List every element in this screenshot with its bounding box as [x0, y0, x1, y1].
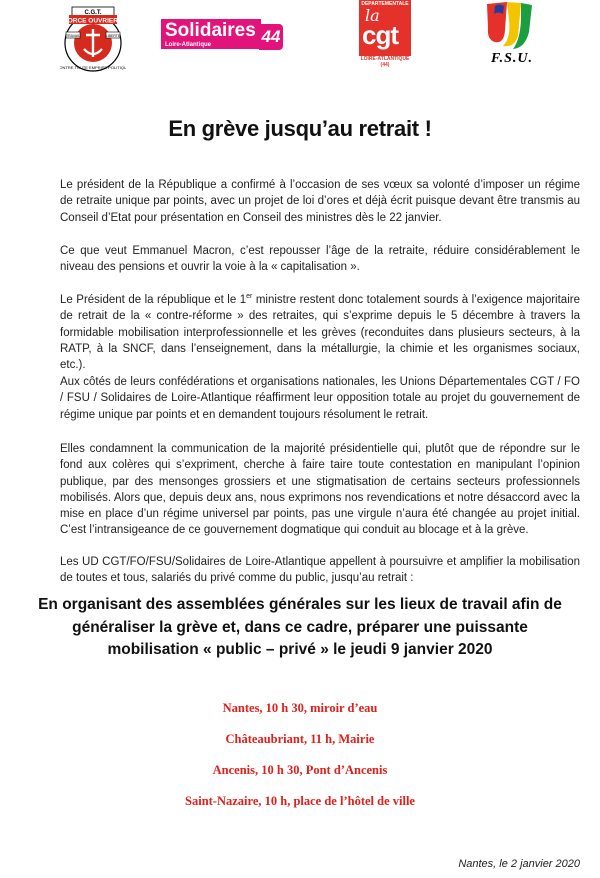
fo-ring-text: CONTRE TOUTE EMPRISE POLITIQUE — [60, 65, 126, 70]
cgt-logo — [359, 0, 411, 68]
fo-logo — [60, 5, 126, 73]
paragraph — [60, 292, 580, 373]
solidaires-sub: Loire-Atlantique — [165, 42, 211, 48]
fsu-logo — [482, 0, 542, 72]
rally-item: Saint-Nazaire, 10 h, place de l’hôtel de ville — [185, 794, 415, 808]
paragraph: Ce que veut Emmanuel Macron, c’est repousser l’âge de la retraite, réduire considérablement le niveau des pensions et ouvrir la voie à la « capitalisation ». — [60, 245, 580, 274]
date-signature: Nantes, le 2 janvier 2020 — [458, 858, 580, 870]
paragraph-text: ministre restent donc totalement sourds à l’exigence majoritaire de retrait de la « contre-réforme » des retraites, qui s’exprime depuis le 5 décembre à travers la formidable mobilisation interprofessionnelle et les grèves (reconduites dans plusieurs secteurs, à la RATP, à la SNCF, dans l’enseignement, dans la métallurgie, la chimie et les organismes sociaux, etc.). — [60, 294, 580, 372]
fo-top-text: C.G.T. — [84, 10, 102, 16]
cgt-region-text: LOIRE-ATLANTIQUE (44) — [360, 56, 410, 68]
logo-bar — [0, 0, 600, 80]
fo-name-text: FORCE OUVRIERE — [63, 17, 123, 25]
solidaires-number: 44 — [259, 24, 283, 50]
solidaires-name: Solidaires — [161, 19, 261, 49]
cgt-dep-text: DEPARTEMENTALE — [361, 1, 409, 7]
cgt-name-text: cgt — [362, 20, 398, 50]
rally-item: Ancenis, 10 h 30, Pont d’Ancenis — [212, 763, 388, 777]
cgt-la-text: la — [365, 6, 380, 25]
paragraph: Le président de la République a confirmé à l’occasion de ses vœux sa volonté d’imposer un régime de retraite unique par points, avec un projet de loi d’ores et déjà écrit puisque devant être transmis au Conseil d’Etat pour présentation en Conseil des ministres dès le 22 janvier. — [60, 179, 580, 224]
solidaires-logo — [161, 19, 284, 53]
paragraph: Elles condamnent la communication de la majorité présidentielle qui, plutôt que de répondre sur le fond aux colères qui s’expriment, cherche à faire taire toute contestation en manipulant l’opinion publique, par des mensonges grossiers et une stigmatisation de certains secteurs professionnels mobilisés. Alors que, depuis deux ans, nous exprimons nos revendications et notre désaccord avec la mise en place d’un régime universel par points, pas une virgule n’aura été changée au projet initial. C’est l’intransigeance de ce gouvernement dogmatique qui conduit au blocage et à la grève. — [60, 443, 580, 537]
rally-item: Châteaubriant, 11 h, Mairie — [225, 732, 375, 746]
superscript: er — [246, 293, 253, 301]
fo-right-text: LIBERTE — [105, 34, 121, 38]
page-title: En grève jusqu’au retrait ! — [168, 116, 432, 141]
rally-list — [0, 699, 600, 823]
fsu-name: F.S.U. — [491, 51, 533, 66]
paragraph: Les UD CGT/FO/FSU/Solidaires de Loire-Atlantique appellent à poursuivre et amplifier la mobilisation de toutes et tous, salariés du privé comme du public, jusqu’au retrait : — [60, 556, 580, 585]
call-to-action: En organisant des assemblées générales sur les lieux de travail afin de généraliser la grève et, dans ce cadre, préparer une puissante mobilisation « public – privé » le jeudi 9 janvier 2020 — [38, 596, 562, 658]
rally-item: Nantes, 10 h 30, miroir d’eau — [222, 701, 378, 715]
fsu-mark-icon — [485, 0, 533, 52]
fo-left-text: TRAVAIL — [65, 34, 81, 38]
paragraph-text: Le Président de la république et le 1 — [60, 294, 247, 306]
paragraph: Aux côtés de leurs confédérations et organisations nationales, les Unions Départementales CGT / FO / FSU / Solidaires de Loire-Atlantique réaffirment leur opposition totale au projet du gouvernement de régime unique par points et en demandent toujours résolument le retrait. — [60, 376, 580, 421]
